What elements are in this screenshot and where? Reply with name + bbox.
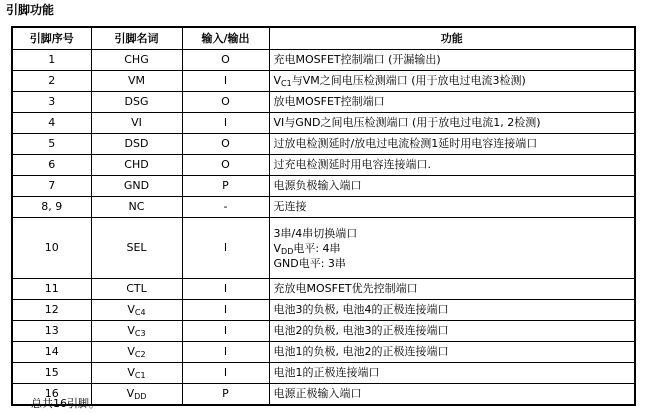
pin-number: 3 (12, 92, 91, 113)
name-prefix: V (127, 345, 135, 358)
pin-io: I (182, 71, 269, 92)
pin-number: 11 (12, 279, 91, 300)
pin-name (91, 342, 182, 363)
pin-number: 12 (12, 300, 91, 321)
pin-name: DSG (91, 92, 182, 113)
pin-name (91, 300, 182, 321)
table-row (12, 363, 635, 384)
name-subscript: C1 (134, 371, 146, 380)
table-row (12, 384, 635, 406)
table-row (12, 71, 635, 92)
pin-number: 16 (12, 384, 91, 406)
pin-name: DSD (91, 134, 182, 155)
name-prefix: V (127, 366, 135, 379)
table-row (12, 321, 635, 342)
pin-io: I (182, 279, 269, 300)
func-line (274, 241, 631, 256)
table-row (12, 50, 635, 71)
pin-io: P (182, 384, 269, 406)
pin-number: 7 (12, 176, 91, 197)
pin-io: O (182, 155, 269, 176)
pin-number: 13 (12, 321, 91, 342)
name-prefix: V (127, 303, 135, 316)
func-line: GND电平: 3串 (273, 256, 346, 270)
pin-name: CHD (91, 155, 182, 176)
func-subscript: DD (281, 246, 294, 256)
header-io: 输入/输出 (182, 27, 269, 50)
table-row (12, 92, 635, 113)
func-line: 3串/4串切换端口 (273, 226, 358, 240)
table-row (12, 197, 635, 218)
pin-function: 电源负极输入端口 (269, 176, 635, 197)
header-pin-number: 引脚序号 (12, 27, 91, 50)
pin-function: 过充电检测延时用电容连接端口. (269, 155, 635, 176)
pin-io: I (182, 113, 269, 134)
footer-note: 总共16引脚。 (31, 397, 100, 410)
pin-function: 电池3的负极, 电池4的正极连接端口 (269, 300, 635, 321)
name-prefix: V (127, 324, 135, 337)
func-prefix: V (273, 241, 282, 255)
pin-number: 8, 9 (12, 197, 91, 218)
pin-io: I (182, 363, 269, 384)
pin-function: 过放电检测延时/放电过电流检测1延时用电容连接端口 (269, 134, 635, 155)
pin-io: - (182, 197, 269, 218)
pin-function: 充放电MOSFET优先控制端口 (269, 279, 635, 300)
pin-io: I (182, 321, 269, 342)
pin-number: 6 (12, 155, 91, 176)
pin-name: VM (91, 71, 182, 92)
pin-io: I (182, 300, 269, 321)
pin-name: CHG (91, 50, 182, 71)
table-row (12, 342, 635, 363)
pin-function: 放电MOSFET控制端口 (269, 92, 635, 113)
pin-function-table (11, 26, 636, 406)
pin-function: 电源正极输入端口 (269, 384, 635, 406)
pin-number: 1 (12, 50, 91, 71)
pin-io: I (182, 218, 269, 279)
pin-number: 15 (12, 363, 91, 384)
pin-function (269, 218, 635, 279)
pin-name: VI (91, 113, 182, 134)
pin-function (269, 71, 635, 92)
name-subscript: C3 (134, 329, 146, 338)
table-row (12, 155, 635, 176)
pin-number: 2 (12, 71, 91, 92)
func-prefix: V (273, 74, 282, 87)
pin-function: 无连接 (269, 197, 635, 218)
header-pin-name: 引脚名词 (91, 27, 182, 50)
pin-name: GND (91, 176, 182, 197)
table-row (12, 134, 635, 155)
pin-io: O (182, 50, 269, 71)
table-row (12, 113, 635, 134)
table-row (12, 279, 635, 300)
pin-name: NC (91, 197, 182, 218)
pin-name: CTL (91, 279, 182, 300)
func-subscript: C1 (281, 79, 292, 88)
pin-number: 14 (12, 342, 91, 363)
pin-name: SEL (91, 218, 182, 279)
pin-function: 电池1的正极连接端口 (269, 363, 635, 384)
header-function: 功能 (269, 27, 635, 50)
pin-name (91, 384, 182, 406)
pin-io: P (182, 176, 269, 197)
pin-function: 充电MOSFET控制端口 (开漏输出) (269, 50, 635, 71)
table-row (12, 176, 635, 197)
name-prefix: V (126, 387, 135, 400)
pin-number: 5 (12, 134, 91, 155)
pin-io: O (182, 134, 269, 155)
table-row (12, 218, 635, 279)
pin-function: VI与GND之间电压检测端口 (用于放电过电流1, 2检测) (269, 113, 635, 134)
pin-number: 10 (12, 218, 91, 279)
section-title: 引脚功能 (6, 3, 55, 17)
pin-io: I (182, 342, 269, 363)
table-header-row (12, 27, 635, 50)
func-text: 与VM之间电压检测端口 (用于放电过电流3检测) (291, 74, 526, 87)
table-row (12, 300, 635, 321)
name-subscript: C4 (134, 308, 146, 317)
pin-function: 电池2的负极, 电池3的正极连接端口 (269, 321, 635, 342)
pin-function: 电池1的负极, 电池2的正极连接端口 (269, 342, 635, 363)
pin-name (91, 321, 182, 342)
func-text: 电平: 4串 (293, 241, 341, 255)
pin-number: 4 (12, 113, 91, 134)
pin-io: O (182, 92, 269, 113)
pin-name (91, 363, 182, 384)
name-subscript: C2 (134, 350, 146, 359)
name-subscript: DD (134, 392, 147, 401)
